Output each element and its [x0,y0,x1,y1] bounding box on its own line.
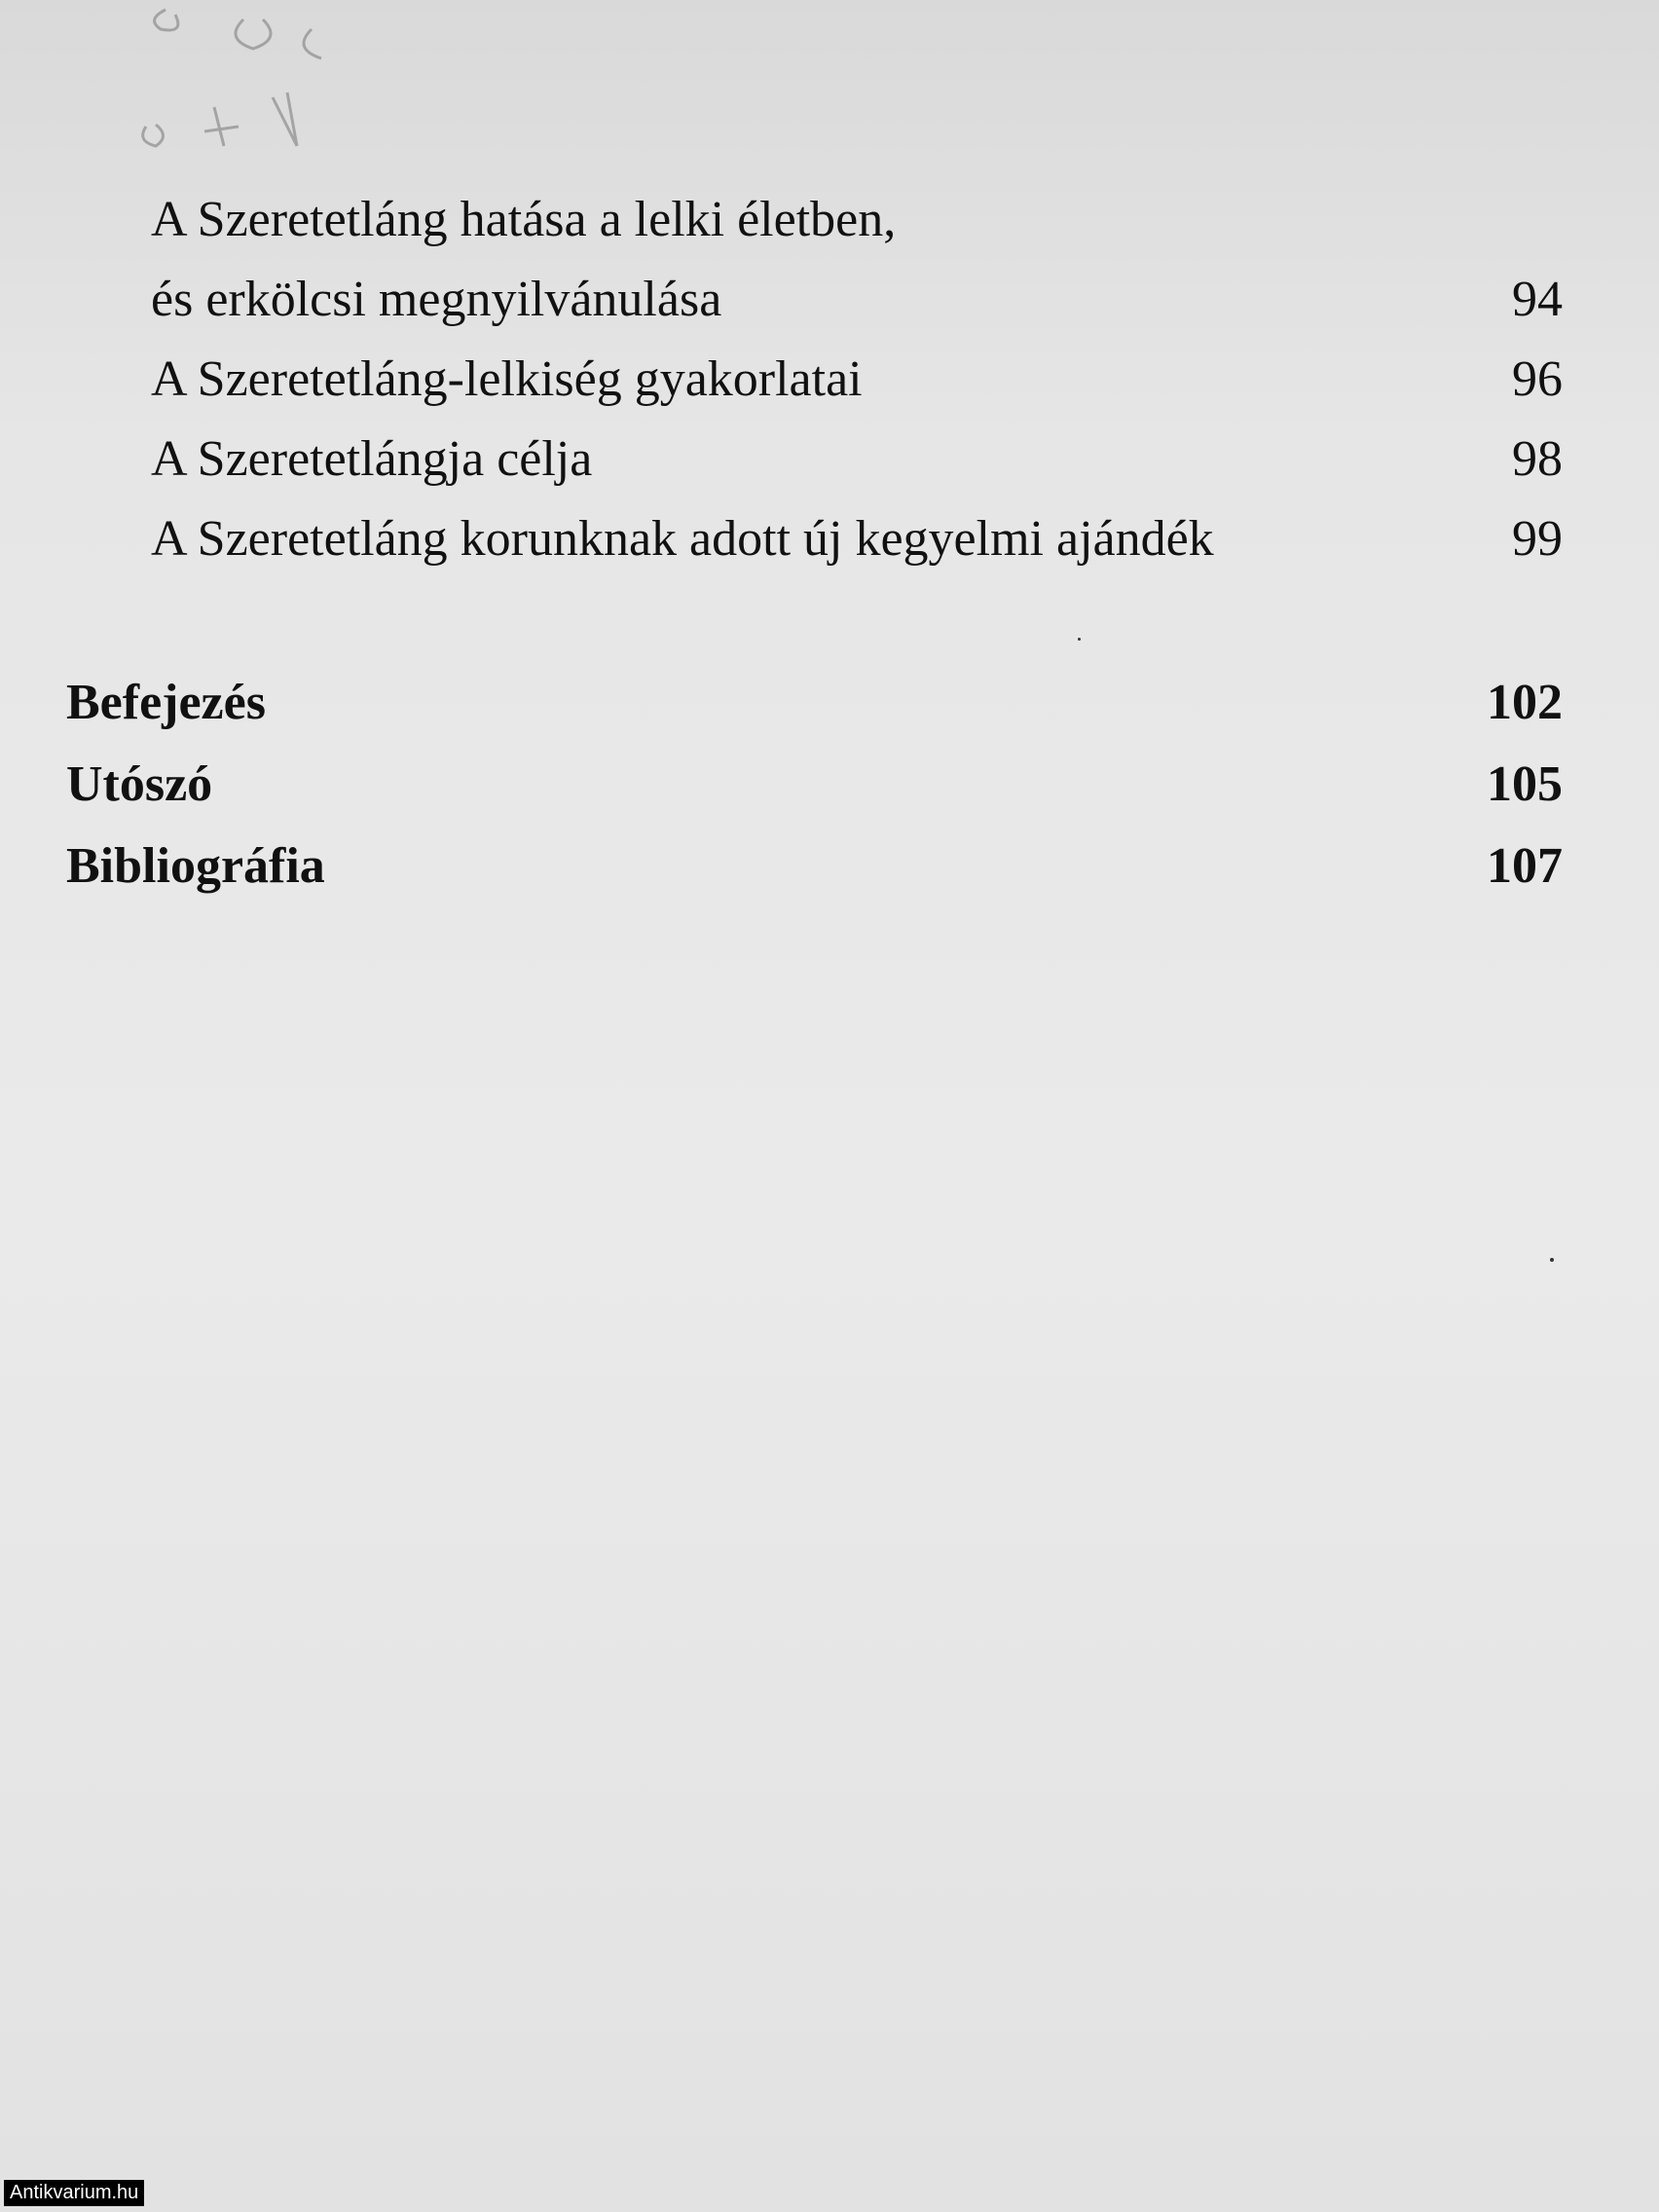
toc-entry [151,420,1563,499]
bleed-through-text [1013,1090,1022,1136]
toc-chapter [66,826,1563,907]
toc-entry-page: 96 [1512,351,1563,407]
toc-subsection [151,180,1563,579]
toc-chapter-title: Utószó [66,756,213,812]
toc-entry-title: és erkölcsi megnyilvánulása [151,272,722,327]
toc-entry [151,180,1563,260]
paper-speck [1078,638,1081,641]
toc-entry-title: A Szeretetláng-lelkiség gyakorlatai [151,351,863,407]
toc-chapter-page: 107 [1487,838,1563,894]
bleed-through-text [1032,1266,1042,1311]
toc-entry-page: 94 [1512,272,1563,327]
paper-speck [1550,1258,1554,1262]
toc-chapter [66,662,1563,744]
watermark: Antikvarium.hu [4,2180,144,2206]
pencil-annotation [127,0,380,166]
toc-chapter-page: 102 [1487,675,1563,730]
toc-chapter [66,744,1563,826]
toc-entry-page: 98 [1512,431,1563,487]
toc-chapter-title: Bibliográfia [66,838,325,894]
toc-main-section [66,662,1563,907]
toc-entry-page: 99 [1512,511,1563,567]
toc-chapter-title: Befejezés [66,675,266,730]
toc-entry [151,340,1563,420]
toc-entry-title: A Szeretetláng korunknak adott új kegyelmi ajándék [151,511,1214,567]
toc-entry [151,499,1563,579]
toc-entry-title: A Szeretetláng hatása a lelki életben, [151,192,897,247]
toc-chapter-page: 105 [1487,756,1563,812]
toc-entry [151,260,1563,340]
toc-entry-title: A Szeretetlángja célja [151,431,593,487]
